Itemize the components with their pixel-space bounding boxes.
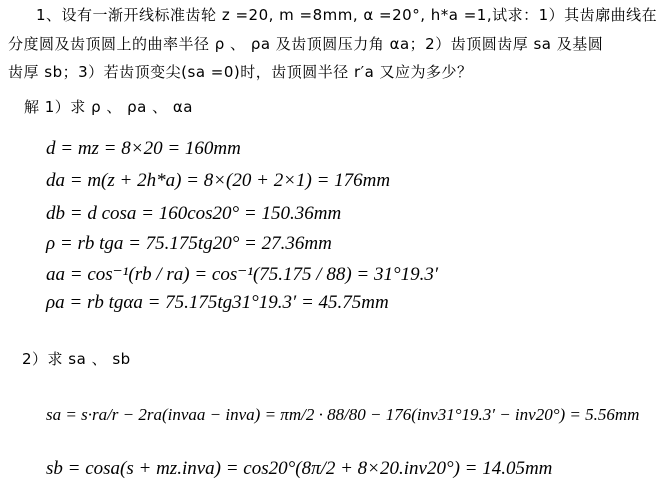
problem-line-2: 分度圆及齿顶圆上的曲率半径 ρ 、 ρa 及齿顶圆压力角 αa；2）齿顶圆齿厚 sa 及基圆 (8, 35, 604, 53)
equation-db: db = d cosa = 160cos20° = 150.36mm (46, 203, 342, 224)
problem-line-1: 1、设有一渐开线标准齿轮 z =20, m =8mm, α =20°, h*a =1,试求：1）其齿廓曲线在 (36, 6, 658, 24)
problem-line-3: 齿厚 sb；3）若齿顶变尖(sa =0)时，齿顶圆半径 r′a 又应为多少？ (8, 63, 473, 81)
part2-heading: 2）求 sa 、 sb (22, 350, 131, 368)
part1-heading: 解 1）求 ρ 、 ρa 、 αa (24, 98, 193, 116)
equation-sa: sa = s·ra/r − 2ra(invaa − inva) = πm/2 · 88/80 − 176(inv31°19.3′ − inv20°) = 5.56mm (46, 405, 640, 424)
equation-sb: sb = cosa(s + mz.inva) = cos20°(8π/2 + 8×20.inv20°) = 14.05mm (46, 458, 553, 479)
equation-da: da = m(z + 2h*a) = 8×(20 + 2×1) = 176mm (46, 170, 391, 191)
equation-rho: ρ = rb tga = 75.175tg20° = 27.36mm (46, 233, 332, 254)
equation-d: d = mz = 8×20 = 160mm (46, 138, 241, 159)
equation-rho-a: ρa = rb tgαa = 75.175tg31°19.3′ = 45.75mm (46, 292, 389, 313)
equation-aa: aa = cos⁻¹(rb / ra) = cos⁻¹(75.175 / 88) = 31°19.3′ (46, 264, 438, 285)
